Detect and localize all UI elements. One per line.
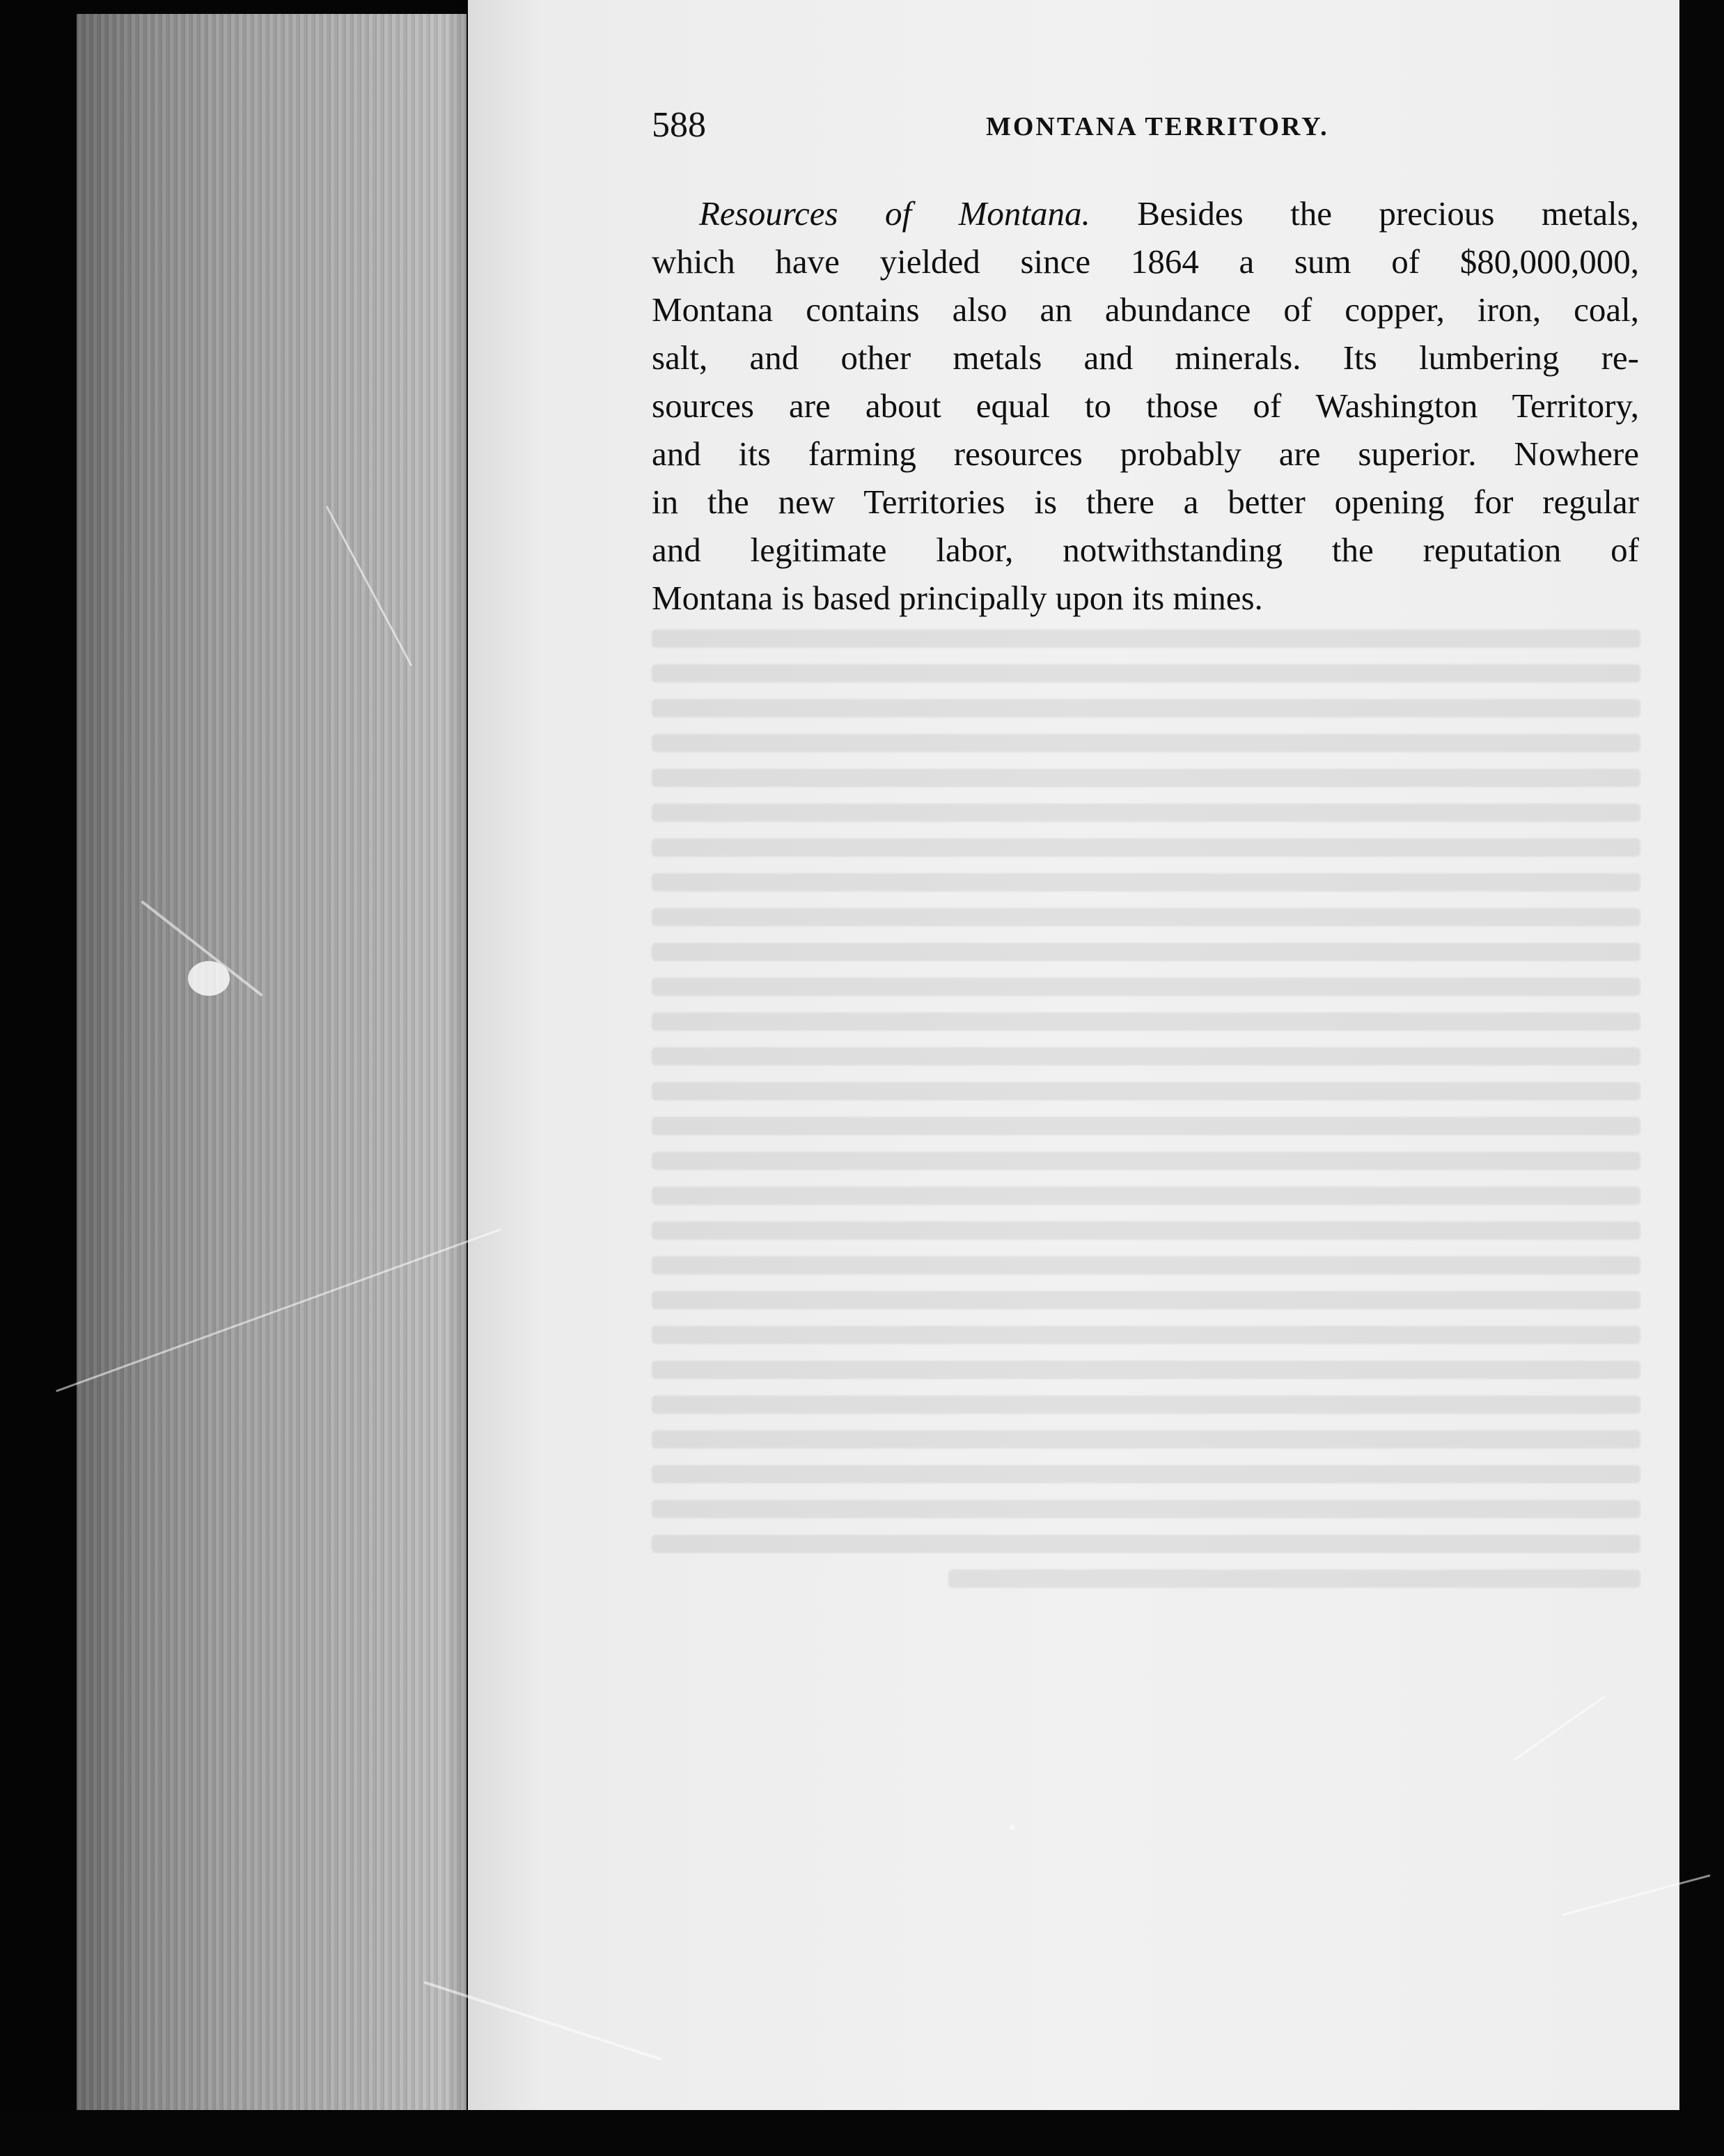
film-scratch xyxy=(1010,1825,1015,1830)
bleed-bar xyxy=(652,664,1640,682)
scan-border-bottom xyxy=(0,2110,1724,2156)
bleed-bar xyxy=(652,873,1640,891)
line-text: Besides the precious metals, xyxy=(1090,194,1639,233)
bleed-bar xyxy=(652,1396,1640,1414)
bleed-bar xyxy=(652,908,1640,926)
text-line: Montana contains also an abundance of copper, iron, coal, xyxy=(652,290,1639,329)
running-title: MONTANA TERRITORY. xyxy=(986,112,1329,141)
text-line: sources are about equal to those of Washington Territory, xyxy=(652,386,1639,425)
bleed-bar xyxy=(652,1047,1640,1065)
running-head xyxy=(652,104,1640,153)
bleed-bar xyxy=(652,978,1640,996)
bleed-bar xyxy=(652,1152,1640,1170)
bleed-bar xyxy=(652,804,1640,822)
page-number: 588 xyxy=(652,105,706,145)
body-paragraph xyxy=(652,189,1639,622)
bleed-bar xyxy=(652,1430,1640,1448)
bleed-bar xyxy=(652,1291,1640,1309)
text-line xyxy=(652,189,1639,237)
scan-border-right xyxy=(1679,0,1724,2156)
bleed-bar xyxy=(652,630,1640,648)
text-line: in the new Territories is there a better opening for regular xyxy=(652,483,1639,521)
bleed-bar xyxy=(652,1326,1640,1344)
bleed-bar xyxy=(652,943,1640,961)
bleed-bar xyxy=(652,1361,1640,1379)
bleed-through-texture xyxy=(652,613,1640,1604)
bleed-bar xyxy=(652,1187,1640,1205)
bleed-bar xyxy=(652,1117,1640,1135)
bleed-bar xyxy=(652,769,1640,787)
bleed-bar xyxy=(652,838,1640,857)
section-lead: Resources of Montana. xyxy=(699,194,1090,233)
text-line: and its farming resources probably are superior. Nowhere xyxy=(652,435,1639,473)
book-fore-edge xyxy=(77,14,467,2110)
bleed-bar xyxy=(948,1570,1640,1588)
bleed-bar xyxy=(652,1500,1640,1518)
text-line: and legitimate labor, notwithstanding the reputation of xyxy=(652,531,1639,569)
bleed-bar xyxy=(652,1465,1640,1483)
text-line: which have yielded since 1864 a sum of $80,000,000, xyxy=(652,242,1639,281)
bleed-bar xyxy=(652,1535,1640,1553)
text-line: Montana is based principally upon its mines. xyxy=(652,579,1263,617)
bleed-bar xyxy=(652,699,1640,717)
text-line: salt, and other metals and minerals. Its lumbering re- xyxy=(652,338,1639,377)
bleed-bar xyxy=(652,1256,1640,1274)
bleed-bar xyxy=(652,1013,1640,1031)
bleed-bar xyxy=(652,1221,1640,1240)
bleed-bar xyxy=(652,1082,1640,1100)
bleed-bar xyxy=(652,734,1640,752)
